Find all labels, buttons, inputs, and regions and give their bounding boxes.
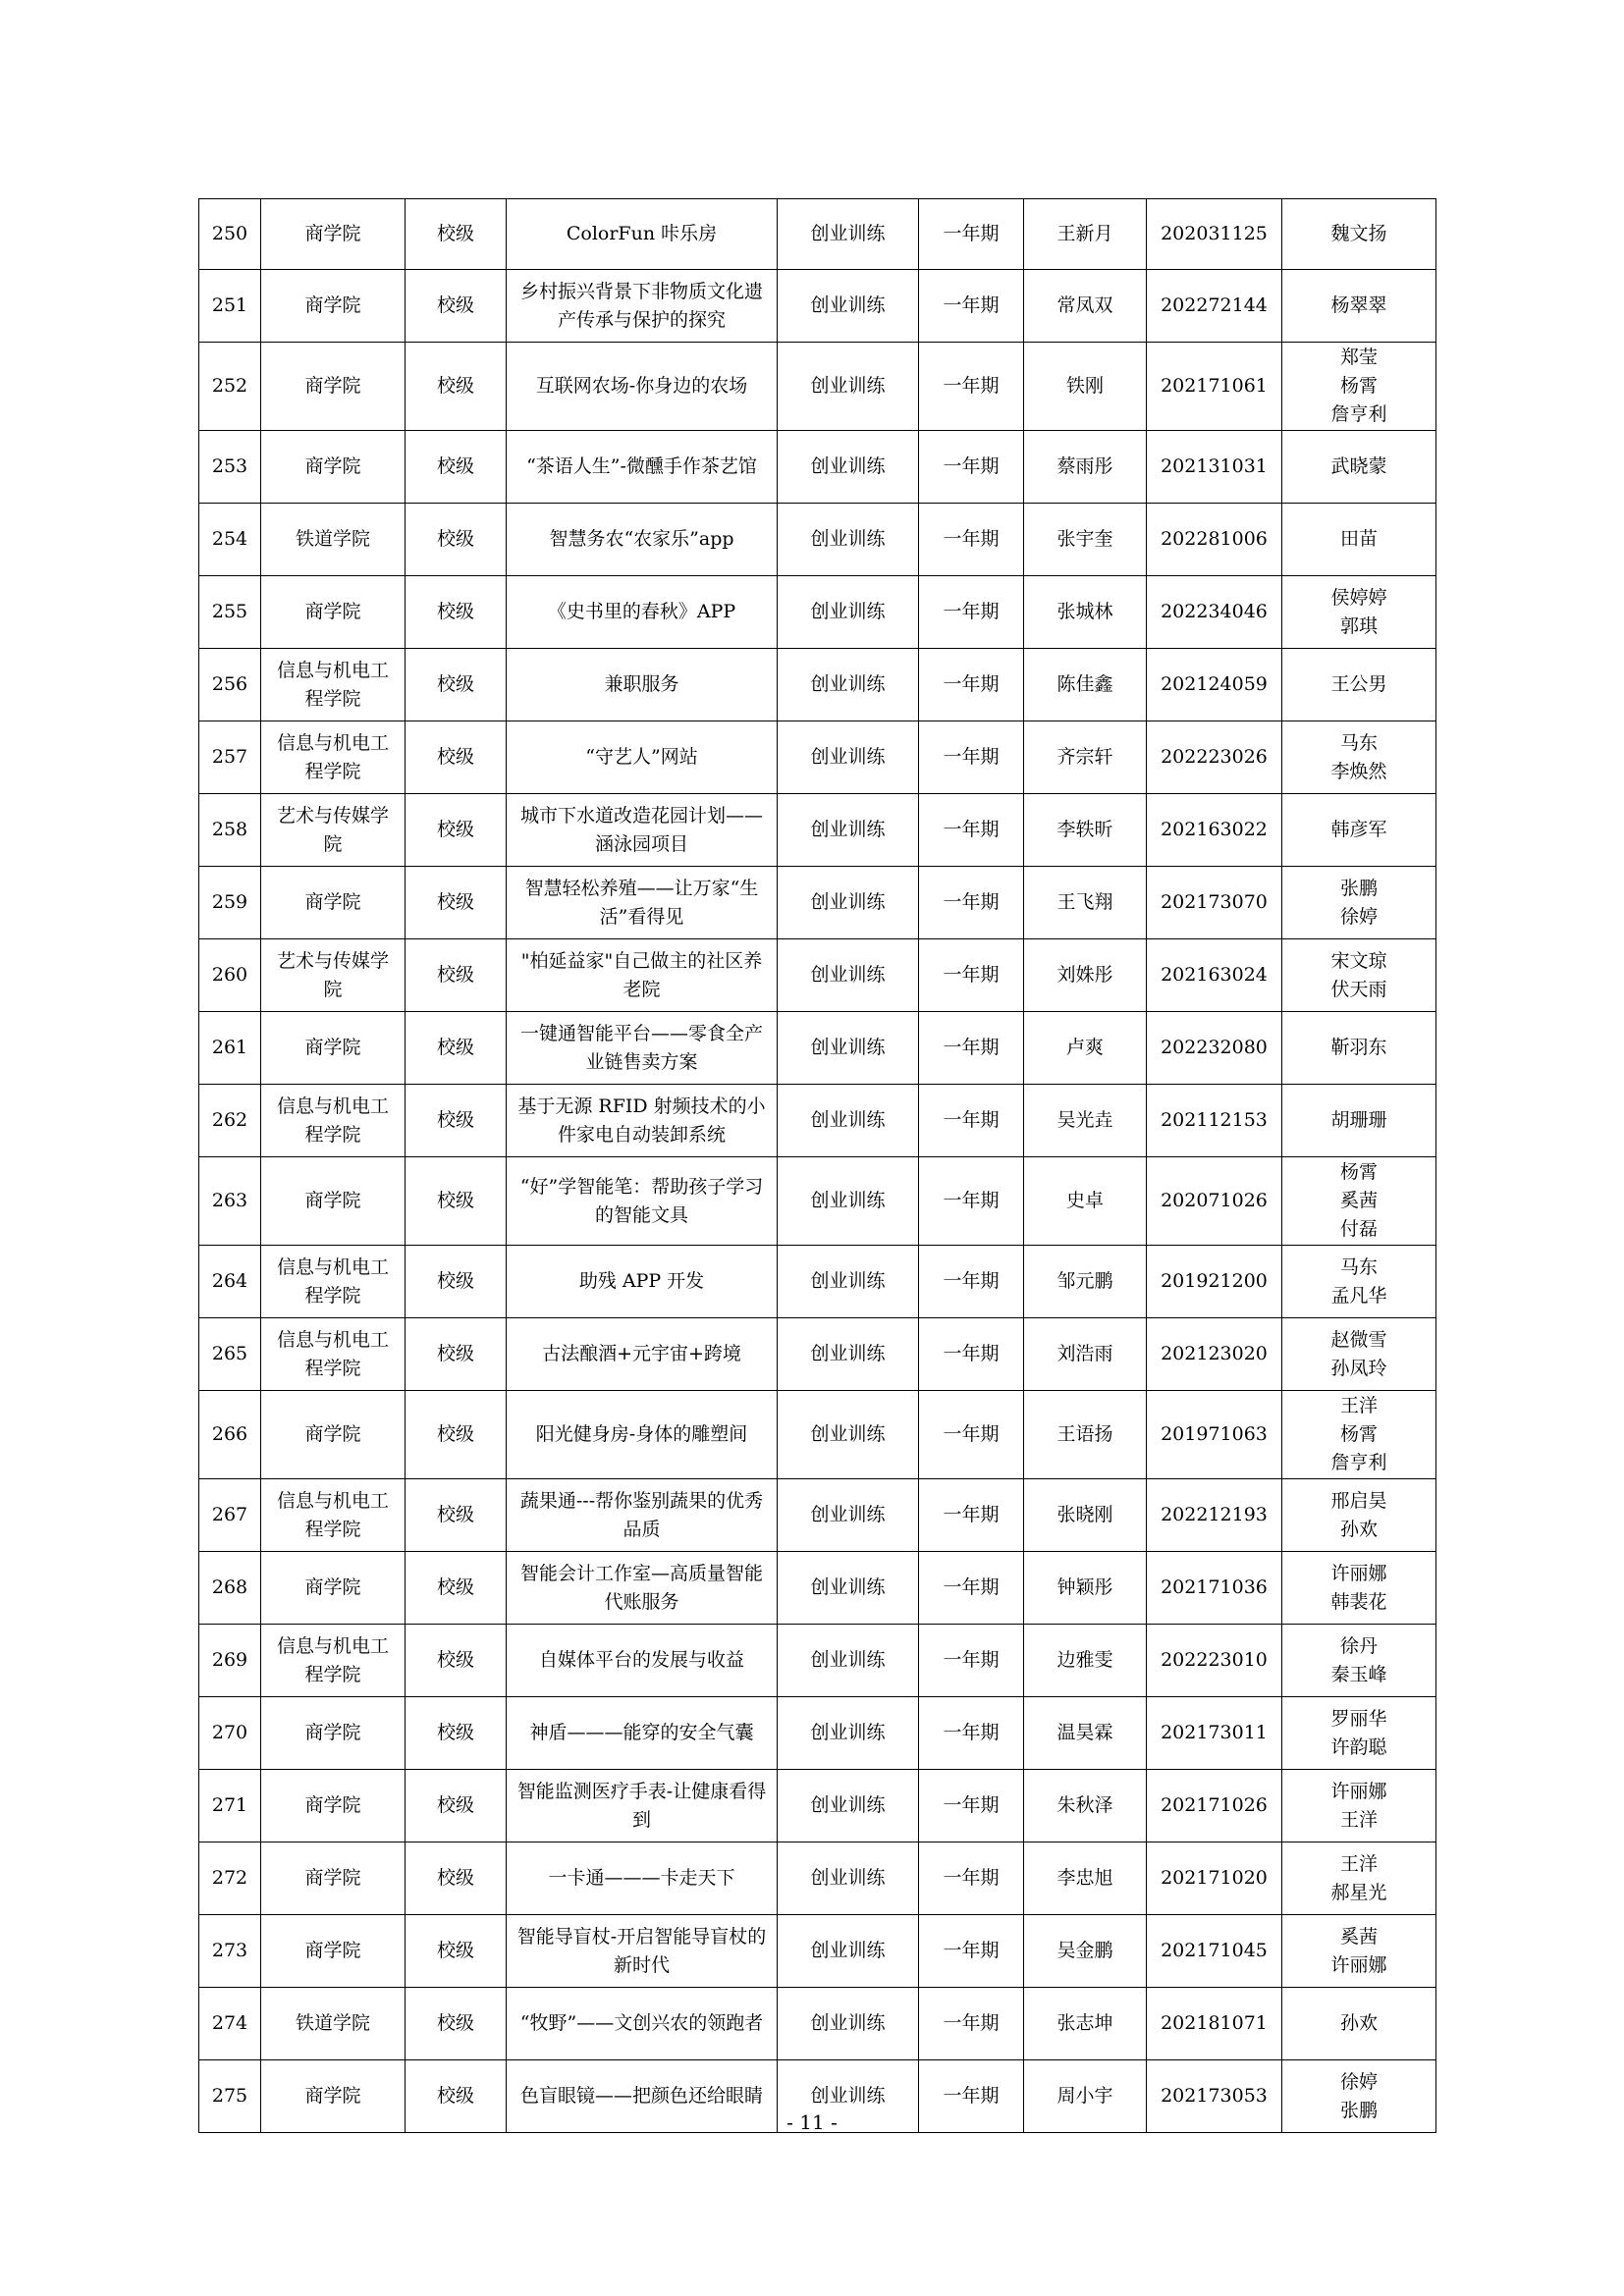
cell-number: 273 (199, 1915, 261, 1988)
table-body (199, 199, 1436, 2133)
cell-college: 商学院 (261, 1915, 406, 1988)
cell-college: 商学院 (261, 2060, 406, 2133)
cell-advisor: 徐丹 秦玉峰 (1282, 1625, 1436, 1697)
cell-advisor: 杨翠翠 (1282, 270, 1436, 343)
cell-number: 250 (199, 199, 261, 270)
cell-period: 一年期 (919, 504, 1024, 576)
cell-project-type: 创业训练 (778, 199, 919, 270)
cell-level: 校级 (406, 1318, 507, 1391)
table-row (199, 576, 1436, 649)
table-row (199, 1915, 1436, 1988)
cell-number: 263 (199, 1157, 261, 1246)
cell-level: 校级 (406, 504, 507, 576)
cell-advisor: 张鹏 徐婷 (1282, 867, 1436, 939)
cell-project-type: 创业训练 (778, 431, 919, 504)
cell-period: 一年期 (919, 1697, 1024, 1770)
cell-leader: 刘姝彤 (1024, 939, 1147, 1012)
cell-project-name: 乡村振兴背景下非物质文化遗产传承与保护的探究 (507, 270, 778, 343)
cell-advisor: 韩彦军 (1282, 794, 1436, 867)
cell-student-id: 202171036 (1147, 1552, 1282, 1625)
cell-college: 信息与机电工程学院 (261, 1318, 406, 1391)
cell-period: 一年期 (919, 794, 1024, 867)
cell-leader: 吴光垚 (1024, 1085, 1147, 1157)
cell-leader: 史卓 (1024, 1157, 1147, 1246)
cell-level: 校级 (406, 1988, 507, 2060)
cell-level: 校级 (406, 1157, 507, 1246)
cell-student-id: 202112153 (1147, 1085, 1282, 1157)
table-row (199, 1988, 1436, 2060)
cell-period: 一年期 (919, 1915, 1024, 1988)
cell-project-name: “好”学智能笔：帮助孩子学习的智能文具 (507, 1157, 778, 1246)
cell-college: 商学院 (261, 1697, 406, 1770)
cell-advisor: 胡珊珊 (1282, 1085, 1436, 1157)
cell-project-name: 色盲眼镜——把颜色还给眼睛 (507, 2060, 778, 2133)
cell-student-id: 202163022 (1147, 794, 1282, 867)
cell-project-type: 创业训练 (778, 1085, 919, 1157)
page-number: - 11 - (786, 2110, 838, 2134)
cell-student-id: 202071026 (1147, 1157, 1282, 1246)
cell-project-name: 互联网农场-你身边的农场 (507, 343, 778, 431)
cell-student-id: 202272144 (1147, 270, 1282, 343)
cell-project-type: 创业训练 (778, 1246, 919, 1318)
cell-period: 一年期 (919, 1012, 1024, 1085)
cell-project-type: 创业训练 (778, 504, 919, 576)
cell-period: 一年期 (919, 1552, 1024, 1625)
cell-period: 一年期 (919, 1842, 1024, 1915)
cell-student-id: 201971063 (1147, 1391, 1282, 1479)
cell-level: 校级 (406, 1697, 507, 1770)
cell-project-name: 阳光健身房-身体的雕塑间 (507, 1391, 778, 1479)
cell-number: 254 (199, 504, 261, 576)
cell-advisor: 武晓蒙 (1282, 431, 1436, 504)
cell-level: 校级 (406, 794, 507, 867)
cell-leader: 齐宗轩 (1024, 721, 1147, 794)
cell-advisor: 靳羽东 (1282, 1012, 1436, 1085)
table-row (199, 270, 1436, 343)
cell-college: 商学院 (261, 867, 406, 939)
cell-student-id: 202171061 (1147, 343, 1282, 431)
cell-project-name: ColorFun 咔乐房 (507, 199, 778, 270)
cell-advisor: 王洋 郝星光 (1282, 1842, 1436, 1915)
cell-number: 252 (199, 343, 261, 431)
cell-project-name: 基于无源 RFID 射频技术的小件家电自动装卸系统 (507, 1085, 778, 1157)
cell-level: 校级 (406, 649, 507, 721)
cell-advisor: 郑莹 杨霄 詹亨利 (1282, 343, 1436, 431)
cell-student-id: 202232080 (1147, 1012, 1282, 1085)
cell-leader: 卢爽 (1024, 1012, 1147, 1085)
cell-project-name: 一键通智能平台——零食全产业链售卖方案 (507, 1012, 778, 1085)
cell-number: 258 (199, 794, 261, 867)
cell-period: 一年期 (919, 1625, 1024, 1697)
cell-project-type: 创业训练 (778, 343, 919, 431)
cell-advisor: 马东 李焕然 (1282, 721, 1436, 794)
table-row (199, 1770, 1436, 1842)
cell-leader: 邹元鹏 (1024, 1246, 1147, 1318)
cell-student-id: 201921200 (1147, 1246, 1282, 1318)
cell-project-type: 创业训练 (778, 1157, 919, 1246)
cell-leader: 蔡雨彤 (1024, 431, 1147, 504)
table-row (199, 431, 1436, 504)
table-row (199, 504, 1436, 576)
cell-number: 275 (199, 2060, 261, 2133)
cell-project-type: 创业训练 (778, 1988, 919, 2060)
cell-period: 一年期 (919, 2060, 1024, 2133)
cell-college: 信息与机电工程学院 (261, 721, 406, 794)
cell-project-type: 创业训练 (778, 1625, 919, 1697)
cell-period: 一年期 (919, 721, 1024, 794)
cell-project-type: 创业训练 (778, 270, 919, 343)
cell-advisor: 马东 孟凡华 (1282, 1246, 1436, 1318)
cell-student-id: 202234046 (1147, 576, 1282, 649)
cell-college: 铁道学院 (261, 1988, 406, 2060)
cell-number: 251 (199, 270, 261, 343)
cell-college: 信息与机电工程学院 (261, 1085, 406, 1157)
cell-period: 一年期 (919, 1391, 1024, 1479)
cell-advisor: 王洋 杨霄 詹亨利 (1282, 1391, 1436, 1479)
cell-college: 信息与机电工程学院 (261, 649, 406, 721)
cell-period: 一年期 (919, 939, 1024, 1012)
cell-advisor: 宋文琼 伏天雨 (1282, 939, 1436, 1012)
cell-advisor: 王公男 (1282, 649, 1436, 721)
cell-project-type: 创业训练 (778, 1842, 919, 1915)
cell-number: 261 (199, 1012, 261, 1085)
cell-project-type: 创业训练 (778, 939, 919, 1012)
cell-leader: 刘浩雨 (1024, 1318, 1147, 1391)
cell-project-name: 古法酿酒+元宇宙+跨境 (507, 1318, 778, 1391)
cell-advisor: 罗丽华 许韵聪 (1282, 1697, 1436, 1770)
table-row (199, 939, 1436, 1012)
cell-period: 一年期 (919, 270, 1024, 343)
cell-leader: 张志坤 (1024, 1988, 1147, 2060)
cell-leader: 常凤双 (1024, 270, 1147, 343)
cell-number: 260 (199, 939, 261, 1012)
cell-level: 校级 (406, 343, 507, 431)
cell-project-type: 创业训练 (778, 1479, 919, 1552)
cell-level: 校级 (406, 721, 507, 794)
cell-number: 269 (199, 1625, 261, 1697)
cell-project-name: 智能导盲杖-开启智能导盲杖的新时代 (507, 1915, 778, 1988)
table-row (199, 343, 1436, 431)
cell-advisor: 杨霄 奚茜 付磊 (1282, 1157, 1436, 1246)
cell-project-name: 智能会计工作室—高质量智能代账服务 (507, 1552, 778, 1625)
cell-leader: 边雅雯 (1024, 1625, 1147, 1697)
table-row (199, 1012, 1436, 1085)
table-row (199, 867, 1436, 939)
cell-number: 253 (199, 431, 261, 504)
cell-project-type: 创业训练 (778, 1915, 919, 1988)
cell-student-id: 202171045 (1147, 1915, 1282, 1988)
cell-student-id: 202163024 (1147, 939, 1282, 1012)
cell-college: 信息与机电工程学院 (261, 1479, 406, 1552)
cell-number: 257 (199, 721, 261, 794)
cell-period: 一年期 (919, 649, 1024, 721)
cell-project-type: 创业训练 (778, 2060, 919, 2133)
cell-advisor: 许丽娜 韩裴花 (1282, 1552, 1436, 1625)
table-row (199, 1085, 1436, 1157)
cell-student-id: 202173070 (1147, 867, 1282, 939)
cell-level: 校级 (406, 867, 507, 939)
cell-leader: 张晓刚 (1024, 1479, 1147, 1552)
cell-project-type: 创业训练 (778, 867, 919, 939)
cell-student-id: 202124059 (1147, 649, 1282, 721)
cell-period: 一年期 (919, 199, 1024, 270)
cell-leader: 铁刚 (1024, 343, 1147, 431)
cell-project-name: 城市下水道改造花园计划——涵泳园项目 (507, 794, 778, 867)
cell-college: 艺术与传媒学院 (261, 794, 406, 867)
cell-college: 商学院 (261, 1012, 406, 1085)
cell-college: 商学院 (261, 1770, 406, 1842)
cell-level: 校级 (406, 1915, 507, 1988)
cell-number: 255 (199, 576, 261, 649)
cell-number: 274 (199, 1988, 261, 2060)
cell-advisor: 魏文扬 (1282, 199, 1436, 270)
cell-college: 商学院 (261, 270, 406, 343)
table-row (199, 794, 1436, 867)
cell-project-name: 智能监测医疗手表-让健康看得到 (507, 1770, 778, 1842)
table-row (199, 1842, 1436, 1915)
cell-project-name: 《史书里的春秋》APP (507, 576, 778, 649)
cell-level: 校级 (406, 1012, 507, 1085)
cell-period: 一年期 (919, 1479, 1024, 1552)
cell-level: 校级 (406, 939, 507, 1012)
cell-level: 校级 (406, 1842, 507, 1915)
cell-period: 一年期 (919, 867, 1024, 939)
cell-period: 一年期 (919, 1157, 1024, 1246)
cell-period: 一年期 (919, 576, 1024, 649)
cell-leader: 王新月 (1024, 199, 1147, 270)
cell-college: 商学院 (261, 576, 406, 649)
cell-college: 信息与机电工程学院 (261, 1246, 406, 1318)
cell-student-id: 202223026 (1147, 721, 1282, 794)
cell-college: 铁道学院 (261, 504, 406, 576)
cell-number: 262 (199, 1085, 261, 1157)
cell-student-id: 202171020 (1147, 1842, 1282, 1915)
cell-leader: 张城林 (1024, 576, 1147, 649)
cell-leader: 王语扬 (1024, 1391, 1147, 1479)
cell-college: 商学院 (261, 431, 406, 504)
cell-advisor: 赵微雪 孙凤玲 (1282, 1318, 1436, 1391)
cell-advisor: 田苗 (1282, 504, 1436, 576)
cell-college: 信息与机电工程学院 (261, 1625, 406, 1697)
cell-project-name: 神盾———能穿的安全气囊 (507, 1697, 778, 1770)
cell-student-id: 202031125 (1147, 199, 1282, 270)
table-row (199, 1697, 1436, 1770)
cell-college: 商学院 (261, 199, 406, 270)
table-row (199, 1157, 1436, 1246)
cell-number: 256 (199, 649, 261, 721)
cell-period: 一年期 (919, 1770, 1024, 1842)
cell-advisor: 许丽娜 王洋 (1282, 1770, 1436, 1842)
table-row (199, 721, 1436, 794)
cell-college: 艺术与传媒学院 (261, 939, 406, 1012)
cell-level: 校级 (406, 431, 507, 504)
cell-number: 266 (199, 1391, 261, 1479)
cell-college: 商学院 (261, 343, 406, 431)
cell-advisor: 徐婷 张鹏 (1282, 2060, 1436, 2133)
cell-project-type: 创业训练 (778, 721, 919, 794)
cell-student-id: 202281006 (1147, 504, 1282, 576)
cell-college: 商学院 (261, 1842, 406, 1915)
table-row (199, 1246, 1436, 1318)
cell-number: 264 (199, 1246, 261, 1318)
cell-number: 271 (199, 1770, 261, 1842)
cell-project-type: 创业训练 (778, 1012, 919, 1085)
cell-project-name: 智慧轻松养殖——让万家“生活”看得见 (507, 867, 778, 939)
cell-level: 校级 (406, 576, 507, 649)
cell-level: 校级 (406, 1625, 507, 1697)
table-row (199, 1391, 1436, 1479)
cell-period: 一年期 (919, 431, 1024, 504)
cell-student-id: 202181071 (1147, 1988, 1282, 2060)
cell-level: 校级 (406, 2060, 507, 2133)
cell-leader: 陈佳鑫 (1024, 649, 1147, 721)
cell-period: 一年期 (919, 1085, 1024, 1157)
cell-number: 265 (199, 1318, 261, 1391)
cell-project-type: 创业训练 (778, 576, 919, 649)
cell-leader: 温昊霖 (1024, 1697, 1147, 1770)
cell-number: 272 (199, 1842, 261, 1915)
cell-student-id: 202171026 (1147, 1770, 1282, 1842)
cell-period: 一年期 (919, 1246, 1024, 1318)
cell-advisor: 侯婷婷 郭琪 (1282, 576, 1436, 649)
cell-number: 270 (199, 1697, 261, 1770)
cell-project-name: “茶语人生”-微醺手作茶艺馆 (507, 431, 778, 504)
cell-advisor: 孙欢 (1282, 1988, 1436, 2060)
table-row (199, 1625, 1436, 1697)
cell-leader: 王飞翔 (1024, 867, 1147, 939)
cell-project-name: 自媒体平台的发展与收益 (507, 1625, 778, 1697)
cell-project-name: 一卡通———卡走天下 (507, 1842, 778, 1915)
cell-college: 商学院 (261, 1552, 406, 1625)
cell-leader: 钟颖彤 (1024, 1552, 1147, 1625)
cell-student-id: 202123020 (1147, 1318, 1282, 1391)
cell-college: 商学院 (261, 1157, 406, 1246)
cell-advisor: 邢启昊 孙欢 (1282, 1479, 1436, 1552)
cell-level: 校级 (406, 1552, 507, 1625)
cell-level: 校级 (406, 1391, 507, 1479)
table-row (199, 1552, 1436, 1625)
cell-project-name: 智慧务农“农家乐”app (507, 504, 778, 576)
cell-number: 267 (199, 1479, 261, 1552)
cell-project-type: 创业训练 (778, 649, 919, 721)
cell-student-id: 202212193 (1147, 1479, 1282, 1552)
cell-student-id: 202131031 (1147, 431, 1282, 504)
cell-number: 259 (199, 867, 261, 939)
cell-level: 校级 (406, 1479, 507, 1552)
cell-project-name: 兼职服务 (507, 649, 778, 721)
cell-level: 校级 (406, 270, 507, 343)
cell-project-type: 创业训练 (778, 794, 919, 867)
cell-student-id: 202223010 (1147, 1625, 1282, 1697)
cell-level: 校级 (406, 1085, 507, 1157)
cell-leader: 张宇奎 (1024, 504, 1147, 576)
cell-number: 268 (199, 1552, 261, 1625)
cell-student-id: 202173011 (1147, 1697, 1282, 1770)
cell-period: 一年期 (919, 1988, 1024, 2060)
cell-project-type: 创业训练 (778, 1697, 919, 1770)
cell-project-name: 蔬果通---帮你鉴别蔬果的优秀品质 (507, 1479, 778, 1552)
cell-project-type: 创业训练 (778, 1318, 919, 1391)
cell-leader: 周小宇 (1024, 2060, 1147, 2133)
cell-leader: 李忠旭 (1024, 1842, 1147, 1915)
cell-level: 校级 (406, 1770, 507, 1842)
table-row (199, 199, 1436, 270)
cell-college: 商学院 (261, 1391, 406, 1479)
cell-project-name: “牧野”——文创兴农的领跑者 (507, 1988, 778, 2060)
cell-period: 一年期 (919, 343, 1024, 431)
cell-project-name: 助残 APP 开发 (507, 1246, 778, 1318)
cell-project-type: 创业训练 (778, 1391, 919, 1479)
cell-project-name: "柏延益家"自己做主的社区养老院 (507, 939, 778, 1012)
cell-student-id: 202173053 (1147, 2060, 1282, 2133)
cell-leader: 李轶昕 (1024, 794, 1147, 867)
cell-project-type: 创业训练 (778, 1552, 919, 1625)
project-table (198, 198, 1436, 2133)
cell-project-name: “守艺人”网站 (507, 721, 778, 794)
table-row (199, 649, 1436, 721)
cell-leader: 朱秋泽 (1024, 1770, 1147, 1842)
cell-project-type: 创业训练 (778, 1770, 919, 1842)
cell-period: 一年期 (919, 1318, 1024, 1391)
table-row (199, 1318, 1436, 1391)
cell-leader: 吴金鹏 (1024, 1915, 1147, 1988)
cell-level: 校级 (406, 199, 507, 270)
cell-advisor: 奚茜 许丽娜 (1282, 1915, 1436, 1988)
cell-level: 校级 (406, 1246, 507, 1318)
table-row (199, 1479, 1436, 1552)
